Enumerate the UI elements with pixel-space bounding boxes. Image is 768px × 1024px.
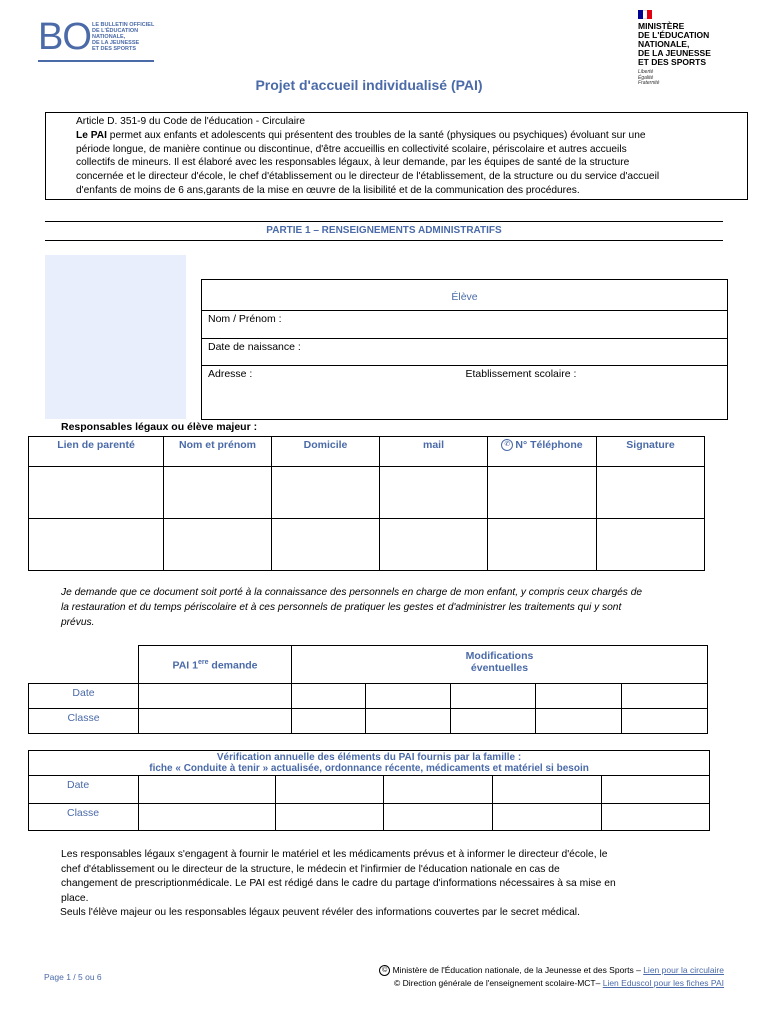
table-cell[interactable] [597, 467, 705, 519]
bo-logo [38, 16, 158, 64]
table-cell[interactable] [597, 519, 705, 571]
verif-row-classe: Classe [29, 804, 139, 831]
pai-row-date: Date [29, 684, 139, 709]
demande-line: la restauration et du temps périscolaire et à ces personnels de pratiquer les gestes et d'administrer les traitements qui y sont [61, 602, 622, 613]
intro-line: d'enfants de moins de 6 ans,garants de la mise en œuvre de la lisibilité et de la communication des procédures. [76, 184, 580, 196]
table-cell[interactable] [139, 684, 292, 709]
etablissement-field[interactable]: Etablissement scolaire : [465, 368, 577, 380]
table-cell[interactable] [602, 776, 710, 804]
table-cell[interactable] [380, 519, 488, 571]
table-cell[interactable] [536, 709, 622, 734]
col-mail: mail [380, 437, 488, 467]
french-flag-icon [638, 10, 652, 19]
modifs-line: Modifications [465, 650, 534, 662]
table-cell[interactable] [384, 804, 493, 831]
table-cell[interactable] [451, 709, 536, 734]
table-cell[interactable] [488, 467, 597, 519]
table-cell[interactable] [384, 776, 493, 804]
bo-line: DE LA JEUNESSE [92, 40, 140, 46]
table-cell[interactable] [536, 684, 622, 709]
intro-text: permet aux enfants et adolescents qui présentent des troubles de la santé (physiques ou psychiques) évoluant sur une [106, 129, 646, 141]
table-cell[interactable] [272, 519, 380, 571]
motto-line: Liberté [638, 69, 654, 75]
pai-row-classe: Classe [29, 709, 139, 734]
footer-copyright-2: Direction générale de l'enseignement scolaire-MCT– [402, 978, 603, 988]
verif-row-date: Date [29, 776, 139, 804]
intro-pai: Le PAI [76, 129, 107, 141]
col-signature: Signature [597, 437, 705, 467]
pai-first-text: PAI 1 [172, 659, 198, 672]
pai-modifications [292, 646, 708, 684]
table-cell[interactable] [602, 804, 710, 831]
divider-top [45, 221, 723, 222]
intro-box [45, 112, 748, 200]
adresse-row [202, 366, 728, 420]
verif-line: Vérification annuelle des éléments du PAI fournis par la famille : [216, 752, 522, 763]
ministry-line: MINISTÈRE [638, 21, 685, 31]
table-cell[interactable] [493, 776, 602, 804]
table-cell[interactable] [366, 684, 451, 709]
adresse-field[interactable]: Adresse : [208, 368, 253, 380]
bo-line: DE L'ÉDUCATION [92, 28, 139, 34]
pai-first-request [139, 646, 292, 684]
copyright-icon: © [394, 978, 401, 988]
eleve-table [201, 279, 728, 420]
pai-first-sup: ere [197, 659, 209, 667]
responsables-label: Responsables légaux ou élève majeur : [61, 421, 258, 433]
verif-line: fiche « Conduite à tenir » actualisée, ordonnance récente, médicaments et matériel si besoin [149, 763, 589, 774]
page-number: Page 1 / 5 ou 6 [44, 972, 102, 982]
bo-subtitle [92, 22, 162, 52]
col-lien-parente: Lien de parenté [29, 437, 164, 467]
modifs-line: éventuelles [470, 662, 529, 674]
bo-letters: BO [38, 16, 91, 58]
intro-line: concernée et le directeur d'école, le chef d'établissement ou le directeur de l'établissement, de la structure ou du service d'accueil [76, 171, 660, 183]
footer-line-2 [379, 977, 724, 990]
table-cell[interactable] [164, 519, 272, 571]
bo-line: LE BULLETIN OFFICIEL [92, 22, 155, 28]
responsables-table [28, 436, 705, 571]
table-cell[interactable] [622, 684, 708, 709]
intro-line: collectifs de mineurs. Il est élaboré avec les responsables légaux, à leur demande, par les équipes de santé de la structure [76, 157, 630, 169]
eleve-header: Élève [202, 280, 728, 311]
engagement-paragraph [61, 848, 731, 921]
table-cell[interactable] [276, 804, 384, 831]
copyright-icon: © [379, 965, 390, 976]
intro-line: Article D. 351-9 du Code de l'éducation - Circulaire [76, 116, 306, 127]
footer-line-1 [379, 964, 724, 977]
table-cell[interactable] [493, 804, 602, 831]
footer-credits [379, 964, 724, 990]
pai-table [28, 645, 708, 734]
ministry-line: ET DES SPORTS [638, 57, 707, 67]
engagement-line: place. [61, 892, 89, 904]
eduscol-link[interactable]: Lien Eduscol pour les fiches PAI [602, 978, 724, 988]
bo-underline [38, 60, 154, 62]
table-cell[interactable] [622, 709, 708, 734]
circulaire-link[interactable]: Lien pour la circulaire [643, 965, 724, 975]
divider-bottom [45, 240, 723, 241]
motto-line: Égalité [638, 74, 654, 81]
intro-line [76, 129, 747, 143]
table-cell[interactable] [139, 709, 292, 734]
motto-line: Fraternité [638, 80, 660, 86]
engagement-line: changement de prescriptionmédicale. Le PAI est rédigé dans le cadre du partage d'informations nécessaires à sa mise en [61, 878, 616, 889]
partie-1-heading: PARTIE 1 – RENSEIGNEMENTS ADMINISTRATIFS [266, 225, 502, 236]
table-cell[interactable] [276, 776, 384, 804]
page-title: Projet d'accueil individualisé (PAI) [255, 77, 483, 93]
col-telephone-label: N° Téléphone [515, 439, 583, 451]
phone-icon: ✆ [501, 439, 513, 451]
col-nom-prenom: Nom et prénom [164, 437, 272, 467]
table-cell[interactable] [380, 467, 488, 519]
table-cell[interactable] [451, 684, 536, 709]
table-cell[interactable] [366, 709, 451, 734]
table-cell[interactable] [139, 804, 276, 831]
verification-header [29, 751, 710, 776]
table-cell[interactable] [272, 467, 380, 519]
bo-line: NATIONALE, [92, 34, 126, 40]
table-cell[interactable] [292, 684, 366, 709]
ministry-line: DE L'ÉDUCATION [638, 30, 710, 40]
col-telephone [488, 437, 597, 467]
table-cell[interactable] [164, 467, 272, 519]
ministry-title [638, 22, 711, 67]
col-domicile: Domicile [272, 437, 380, 467]
pai-first-suffix: demande [208, 659, 258, 672]
intro-line: période longue, de manière continue ou discontinue, d'être accueillis en collectivité scolaire, périscolaire et autres accueils [76, 143, 627, 155]
verification-table [28, 750, 710, 831]
ministry-line: NATIONALE, [638, 39, 690, 49]
footer-copyright-1: Ministère de l'Éducation nationale, de la Jeunesse et des Sports – [392, 965, 644, 975]
nom-prenom-field[interactable]: Nom / Prénom : [202, 311, 728, 339]
table-cell[interactable] [139, 776, 276, 804]
demande-paragraph [61, 585, 731, 630]
engagement-line: Seuls l'élève majeur ou les responsables légaux peuvent révéler des informations couvertes par le secret médical. [60, 907, 580, 918]
demande-line: prévus. [61, 617, 95, 628]
table-cell[interactable] [29, 467, 164, 519]
date-naissance-field[interactable]: Date de naissance : [202, 339, 728, 366]
bo-line: ET DES SPORTS [92, 46, 137, 52]
engagement-line: Les responsables légaux s'engagent à fournir le matériel et les médicaments prévus et à informer le directeur d'école, le [61, 849, 608, 860]
table-cell[interactable] [292, 709, 366, 734]
table-cell[interactable] [488, 519, 597, 571]
demande-line: Je demande que ce document soit porté à la connaissance des personnels en charge de mon enfant, y compris ceux chargés de [61, 587, 643, 598]
table-cell[interactable] [29, 519, 164, 571]
pai-corner [29, 646, 139, 684]
engagement-line: chef d'établissement ou le directeur de la structure, le médecin et l'infirmier de l'éducation nationale en cas de [61, 863, 560, 875]
title-wrap [0, 74, 738, 93]
ministry-line: DE LA JEUNESSE [638, 48, 711, 58]
photo-placeholder[interactable] [45, 255, 186, 419]
